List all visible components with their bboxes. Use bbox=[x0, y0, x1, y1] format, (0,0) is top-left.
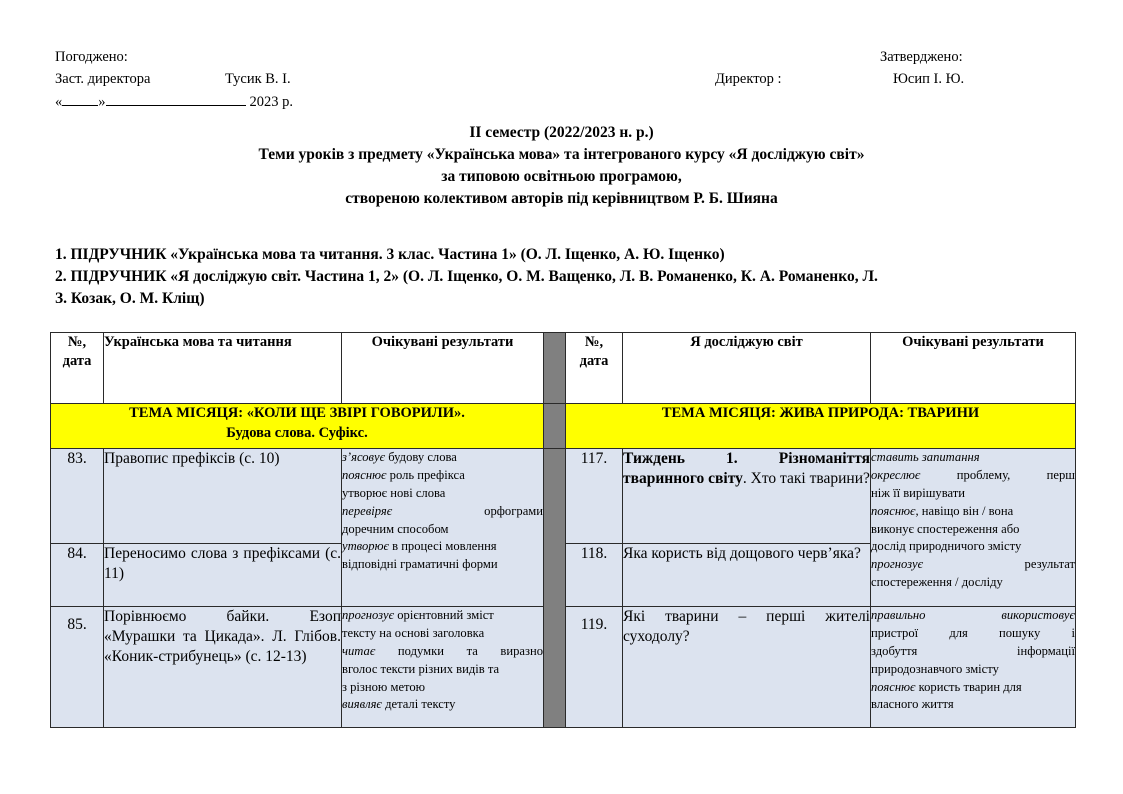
res-l-b-1i: прогнозує bbox=[342, 608, 395, 622]
lesson-plan-table bbox=[50, 332, 1076, 728]
res-r-a-5r: виконує спостереження або bbox=[871, 521, 1020, 536]
column-separator-banner bbox=[544, 404, 566, 449]
header-num-right-line2: дата bbox=[579, 352, 609, 369]
res-r-a-4i: пояснює, bbox=[871, 503, 919, 518]
textbook-list bbox=[55, 244, 1075, 310]
day-blank bbox=[62, 91, 98, 106]
res-l-b-4r: вголос тексти різних видів та bbox=[342, 661, 500, 676]
res-l-a-6r: в процесі мовлення bbox=[388, 539, 497, 554]
header-subject-left: Українська мова та читання bbox=[104, 333, 342, 404]
lesson-topic-right-bold: Тиждень 1. Різноманіття тваринного світу bbox=[623, 450, 870, 488]
page-title bbox=[0, 122, 1123, 210]
res-r-a-6r: дослід природничого змісту bbox=[871, 539, 1022, 554]
approval-right bbox=[715, 46, 1075, 113]
header-num-left-line2: дата bbox=[62, 352, 92, 369]
approval-header bbox=[55, 46, 1075, 113]
theme-banner-right: ТЕМА МІСЯЦЯ: ЖИВА ПРИРОДА: ТВАРИНИ bbox=[566, 404, 1076, 449]
approval-left bbox=[55, 46, 715, 113]
approval-right-spacer bbox=[715, 46, 880, 68]
res-l-b-6i: виявляє bbox=[342, 697, 382, 712]
expected-results-left-a bbox=[342, 449, 544, 607]
title-line-2: Теми уроків з предмету «Українська мова» та інтегрованого курсу «Я досліджую світ» bbox=[258, 146, 865, 163]
theme-banner-row bbox=[51, 404, 1076, 449]
lesson-topic-right: Яка користь від дощового черв’яка? bbox=[623, 544, 871, 607]
res-l-a-4i: перевіряє bbox=[342, 503, 393, 518]
lesson-number-right: 118. bbox=[566, 544, 623, 607]
res-r-a-7r: результат bbox=[923, 557, 1075, 572]
approval-right-name: Юсип І. Ю. bbox=[893, 71, 965, 88]
res-r-b-4r: природознавчого змісту bbox=[871, 661, 999, 676]
textbook-item-2: 2. ПІДРУЧНИК «Я досліджую світ. Частина 1, 2» (О. Л. Іщенко, О. М. Ващенко, Л. В. Романенко, К. А. Романенко, Л. bbox=[55, 268, 878, 285]
quote-close: » bbox=[98, 93, 106, 110]
res-r-b-3r: здобуття інформації bbox=[871, 643, 1075, 658]
column-separator-body bbox=[544, 449, 566, 728]
lesson-number-left: 84. bbox=[51, 544, 104, 607]
res-l-a-6i: утворює bbox=[342, 539, 389, 554]
header-num-right bbox=[566, 333, 623, 404]
lesson-number-left: 85. bbox=[51, 607, 104, 728]
res-l-b-2r: тексту на основі заголовка bbox=[342, 625, 485, 640]
res-l-a-7r: відповідні граматичні форми bbox=[342, 557, 498, 572]
res-r-a-2i: окреслює bbox=[871, 467, 921, 482]
approval-year: 2023 р. bbox=[249, 93, 293, 110]
title-line-3: за типовою освітньою програмою, bbox=[441, 168, 682, 185]
res-r-b-1i: правильно використовує bbox=[871, 608, 1075, 622]
res-r-b-5r: користь тварин для bbox=[915, 679, 1022, 694]
approval-right-title: Затверджено: bbox=[880, 49, 963, 65]
theme-banner-left bbox=[51, 404, 544, 449]
lesson-topic-left: Порівнюємо байки. Езоп «Мурашки та Цикада». Л. Глібов. «Коник-стрибунець» (с. 12-13) bbox=[104, 607, 342, 728]
res-r-a-2r: проблему, перш bbox=[920, 467, 1075, 482]
theme-banner-left-line1: ТЕМА МІСЯЦЯ: «КОЛИ ЩЕ ЗВІРІ ГОВОРИЛИ». bbox=[129, 405, 465, 421]
textbook-item-3: З. Козак, О. М. Кліщ) bbox=[55, 290, 205, 307]
res-r-b-5i: пояснює bbox=[871, 679, 916, 694]
res-r-a-8r: спостереження / досліду bbox=[871, 575, 1003, 590]
expected-results-right-a bbox=[871, 449, 1076, 607]
res-l-a-5r: доречним способом bbox=[342, 521, 449, 536]
res-l-a-2i: пояснює bbox=[342, 467, 387, 482]
header-subject-right: Я досліджую світ bbox=[623, 333, 871, 404]
lesson-topic-right: Які тварини – перші жителі суходолу? bbox=[623, 607, 871, 728]
header-num-left-line1: №, bbox=[67, 334, 87, 350]
lesson-topic-left: Правопис префіксів (с. 10) bbox=[104, 449, 342, 544]
column-separator bbox=[544, 333, 566, 404]
res-r-a-7i: прогнозує bbox=[871, 557, 924, 572]
res-l-a-3r: утворює нові слова bbox=[342, 485, 446, 500]
res-l-a-4r: орфограми bbox=[392, 503, 543, 518]
res-l-b-3r: подумки та виразно bbox=[375, 643, 543, 658]
textbook-item-1: 1. ПІДРУЧНИК «Українська мова та читання. 3 клас. Частина 1» (О. Л. Іщенко, А. Ю. Іщенко) bbox=[55, 246, 725, 263]
header-num-right-line1: №, bbox=[584, 334, 604, 350]
table-row bbox=[51, 449, 1076, 544]
header-results-left: Очікувані результати bbox=[342, 333, 544, 404]
res-l-a-1r: будову слова bbox=[385, 450, 457, 464]
approval-right-role: Директор : bbox=[715, 71, 782, 88]
res-r-b-2r: пристрої для пошуку і bbox=[871, 625, 1075, 640]
header-num-left bbox=[51, 333, 104, 404]
res-r-b-6r: власного життя bbox=[871, 697, 954, 712]
lesson-number-left: 83. bbox=[51, 449, 104, 544]
res-l-b-1r: орієнтовний зміст bbox=[394, 608, 494, 622]
month-blank bbox=[106, 91, 246, 106]
res-l-b-3i: читає bbox=[342, 643, 376, 658]
title-line-1: II семестр (2022/2023 н. р.) bbox=[469, 124, 654, 141]
title-line-4: створеною колективом авторів під керівництвом Р. Б. Шияна bbox=[345, 190, 778, 207]
theme-banner-left-line2: Будова слова. Суфікс. bbox=[226, 424, 368, 441]
approval-left-role: Заст. директора bbox=[55, 71, 151, 88]
quote-open: « bbox=[55, 93, 63, 110]
res-r-a-3r: ніж її вирішувати bbox=[871, 485, 965, 500]
approval-date-line bbox=[55, 91, 715, 113]
res-l-a-1i: з’ясовує bbox=[342, 450, 386, 464]
approval-left-name: Тусик В. І. bbox=[225, 71, 291, 88]
expected-results-left-b bbox=[342, 607, 544, 728]
approval-left-title: Погоджено: bbox=[55, 49, 128, 65]
res-l-b-5r: з різною метою bbox=[342, 679, 426, 694]
res-l-b-6r: деталі тексту bbox=[381, 697, 456, 712]
lesson-number-right: 117. bbox=[566, 449, 623, 544]
lesson-number-right: 119. bbox=[566, 607, 623, 728]
lesson-topic-left: Переносимо слова з префіксами (с. 11) bbox=[104, 544, 342, 607]
res-r-a-1i: ставить запитання bbox=[871, 450, 980, 464]
lesson-topic-right bbox=[623, 449, 871, 544]
header-results-right: Очікувані результати bbox=[871, 333, 1076, 404]
expected-results-right-b bbox=[871, 607, 1076, 728]
table-header-row bbox=[51, 333, 1076, 404]
res-l-a-2r: роль префікса bbox=[386, 467, 465, 482]
lesson-topic-right-rest: . Хто такі тварини? bbox=[742, 470, 870, 488]
res-r-a-4r: навіщо він / вона bbox=[918, 503, 1014, 518]
